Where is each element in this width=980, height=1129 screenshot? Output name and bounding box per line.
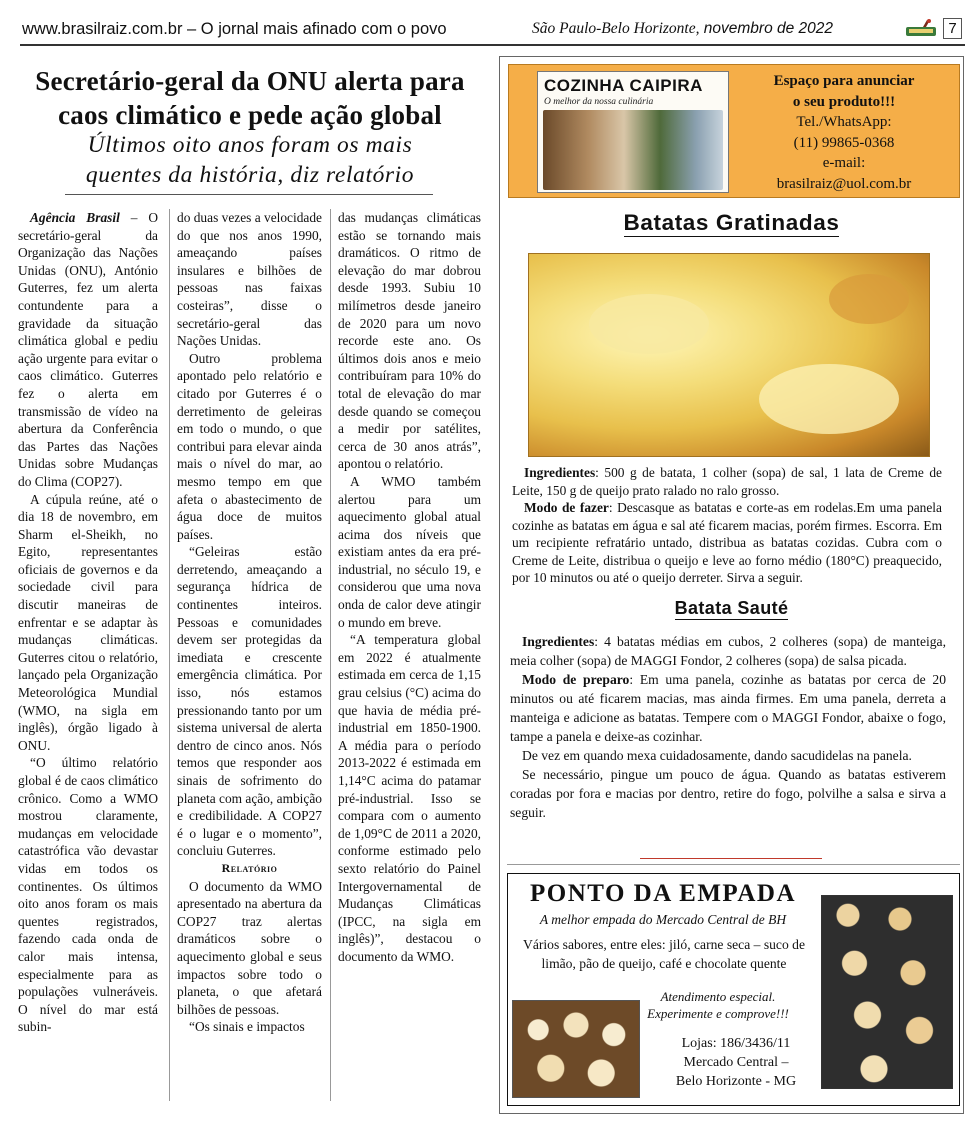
page-number: 7 (943, 18, 962, 39)
cities: São Paulo-Belo Horizonte, (532, 20, 700, 37)
gratin-photo (528, 253, 930, 457)
ad-cozinha-brand: COZINHA CAIPIRA (544, 76, 703, 95)
site-slogan: www.brasilraiz.com.br – O jornal mais afinado com o povo (22, 20, 447, 38)
recipe1-body: Ingredientes: 500 g de batata, 1 colher (sopa) de sal, 1 lata de Creme de Leite, 150 g de queijo prato ralado no ralo grosso. Modo de fazer: Descasque as batatas e corte-as em rodelas.Em uma panela cozinhe as batatas em água e sal até ficarem macias, porém firmes. Escorra. Em um recipiente refratário untado, distribua as batatas cozidas. Cubra com o Creme de Leite, distribua o queijo e leve ao forno médio (180°C) preaquecido, por 10 minutos ou até o queijo derreter. Sirva a seguir. (512, 465, 942, 585)
page-header (0, 0, 980, 46)
method-label: Modo de fazer (524, 500, 609, 515)
ad-email: brasilraiz@uol.com.br (776, 175, 912, 192)
method-label: Modo de preparo (522, 672, 630, 687)
ad-cozinha-caipira[interactable] (508, 64, 960, 198)
paragraph: do duas vezes a velocidade do que nos anos 1990, ameaçando países insulares e bilhões de pessoas nas faixas costeiras”, disse o secretário-geral das Nações Unidas. (177, 210, 323, 349)
ad-phone: (11) 99865-0368 (793, 134, 895, 151)
recipe2-body: Ingredientes: 4 batatas médias em cubos, 2 colheres (sopa) de manteiga, meia colher (sopa) de MAGGI Fondor, 2 colheres (sopa) de salsa picada. Modo de preparo: Em uma panela, cozinhe as batatas por cerca de 20 minutos ou até ficarem macias, mas ainda firmes. Em uma panela, derreta a manteiga e adicione as batatas. Tempere com o MAGGI Fondor, abaixe o fogo, tampe a panela e deixe-as cozinhar. De vez em quando mexa cuidadosamente, dando sacudidelas na panela. Se necessário, pingue um pouco de água. Quando as batatas estiverem coradas por fora e macias por dentro, retire do fogo, polvilhe a salsa e sirva a seguir. (510, 634, 946, 820)
column-divider (169, 209, 170, 1101)
red-divider (640, 858, 822, 859)
paragraph: “Geleiras estão derretendo, ameaçando a segurança hídrica de continentes inteiros. Pessoas e comunidades devem ser protegidas da imediata e crescente emergência climática. Por isso, nós estamos pressionando tanto por um sistema universal de alerta dentro de cinco anos. Nós temos que responder aos sinais de sofrimento do planeta com ação, ambição e credibilidade. A COP27 é o lugar e o momento”, concluiu Guterres. (177, 544, 322, 859)
article-column-1: Agência Brasil – O secretário-geral da Organização das Nações Unidas (ONU), António Guterres, fez um alerta contundente para a gravidade da situação climática global e pediu ação urgente para evitar o caos climático. Guterres fez o alerta em transmissão de vídeo na abertura da Conferência das Partes das Nações Unidas sobre Mudanças do Clima (COP27). A cúpula reúne, até o dia 18 de novembro, em Sharm el-Sheikh, no Egito, representantes oficiais de governos e da sociedade civil para discutir maneiras de enfrentar e se adaptar às mudanças climáticas. Guterres citou o relatório, lançado pela Organização Meteorológica Mundial (WMO, na sigla em inglês), órgão ligado à ONU. “O último relatório global é de caos climático crônico. Como a WMO mostrou claramente, mudanças em velocidade catastrófica vão devastar vidas em todos os continentes. Os últimos oito anos foram os mais quentes registrados, fazendo cada onda de calor mais intensa, especialmente para as populações vulneráveis. O nível do mar está subin- (18, 210, 159, 1035)
paragraph: “O último relatório global é de caos climático crônico. Como a WMO mostrou claramente, mudanças em velocidade catastrófica vão devastar vidas em todos os continentes. Os últimos oito anos foram os mais quentes registrados, fazendo cada onda de calor mais intensa, especialmente para as populações vulneráveis. O nível do mar está subin- (18, 755, 158, 1035)
edition-date: novembro de 2022 (699, 20, 834, 37)
edition-info (532, 20, 833, 38)
paragraph: O documento da WMO apresentado na abertura da COP27 traz alertas dramáticos sobre o aquecimento global e seus impactos sobre todo o planeta, o que afetará bilhões de pessoas. (177, 878, 322, 1017)
paragraph: das mudanças climáticas estão se tornando mais dramáticos. O ritmo de elevação do mar dobrou desde 1993. Subiu 10 milímetros desde janeiro de 2020 para um novo recorde este ano. Os últimos dois anos e meio contribuíram para 10% do total de elevação do mar desde quando se começou a medir por satélites, cerca de 30 anos atrás”, apontou o relatório. (338, 210, 481, 472)
paragraph: “A temperatura global em 2022 é atualmente estimada em cerca de 1,15 grau celsius (°C) acima do que havia de média pré-industrial em 1850-1900. A média para o período 2013-2022 é estimada em 1,14°C acima do patamar pré-industrial. Isso se compara com o aumento de 1,09°C de 2011 a 2020, conforme estimado pelo sexto relatório do Painel Intergovernamental de Mudanças Climáticas (IPCC, na sigla em inglês)”, destacou o documento da WMO. (338, 632, 481, 964)
ingredients-label: Ingredientes (524, 465, 596, 480)
ad-empada-tagline: A melhor empada do Mercado Central de BH (539, 912, 787, 927)
recipe1-title: Batatas Gratinadas (623, 210, 840, 235)
ad-empada-description: Vários sabores, entre eles: jiló, carne seca – suco de limão, pão de queijo, café e chocolate quente (523, 937, 805, 971)
gray-divider (507, 864, 960, 865)
paragraph: A WMO também alertou para um aquecimento global atual acima dos níveis que existiam antes da era pré-industrial, no século 19, e considerou que uma nova onda de calor deve atingir o mundo em breve. (338, 473, 481, 630)
paragraph: Outro problema apontado pelo relatório e citado por Guterres é o derretimento de geleiras em todo o mundo, o que contribui para elevar ainda mais o nível do mar, ao mesmo tempo em que afeta o abastecimento de água doce de muitos países. (177, 350, 322, 542)
byline: Agência Brasil (30, 210, 120, 225)
headline-rule (65, 194, 433, 195)
header-rule (20, 44, 965, 46)
paragraph: A cúpula reúne, até o dia 18 de novembro, em Sharm el-Sheikh, no Egito, representantes oficiais de governos e da sociedade civil para discutir maneiras de enfrentar e se adaptar às mudanças climáticas. Guterres citou o relatório, lançado pela Organização Meteorológica Mundial (WMO, na sigla em inglês), órgão ligado à ONU. (18, 491, 158, 753)
ingredients-label: Ingredientes (522, 634, 595, 649)
article-headline: Secretário-geral da ONU alerta para caos climático e pede ação global (35, 66, 465, 130)
ad-cozinha-tagline: O melhor da nossa culinária (544, 97, 654, 107)
ad-ponto-da-empada[interactable] (507, 873, 960, 1106)
column-divider (330, 209, 331, 1101)
ad-empada-title: PONTO DA EMPADA (529, 880, 797, 907)
article-column-3 (338, 209, 481, 966)
paragraph: De vez em quando mexa cuidadosamente, dando sacudidelas na panela. (522, 748, 912, 763)
newspaper-logo-icon (905, 18, 937, 38)
recipe2-title: Batata Sauté (674, 598, 789, 618)
empadas-tray-photo (821, 895, 953, 1089)
ad-cozinha-contact: Espaço para anunciar o seu produto!!! Tel./WhatsApp: (11) 99865-0368 e-mail: brasilraiz@uol.com.br (741, 71, 947, 194)
ad-empada-address: Lojas: 186/3436/11 Mercado Central – Belo Horizonte - MG (675, 1036, 797, 1089)
section-heading: Relatório (221, 860, 278, 875)
ad-cozinha-logo-panel (537, 71, 729, 193)
article-subheadline: Últimos oito anos foram os mais quentes da história, diz relatório (85, 132, 415, 188)
kitchen-photo (543, 110, 723, 190)
article-column-2 (177, 209, 322, 1036)
paragraph: “Os sinais e impactos (189, 1019, 305, 1035)
ad-empada-special: Atendimento especial. Experimente e comprove!!! (647, 989, 789, 1021)
paragraph: Se necessário, pingue um pouco de água. Quando as batatas estiverem coradas por fora e macias por dentro, retire do fogo, polvilhe a salsa e sirva a seguir. (510, 767, 946, 820)
